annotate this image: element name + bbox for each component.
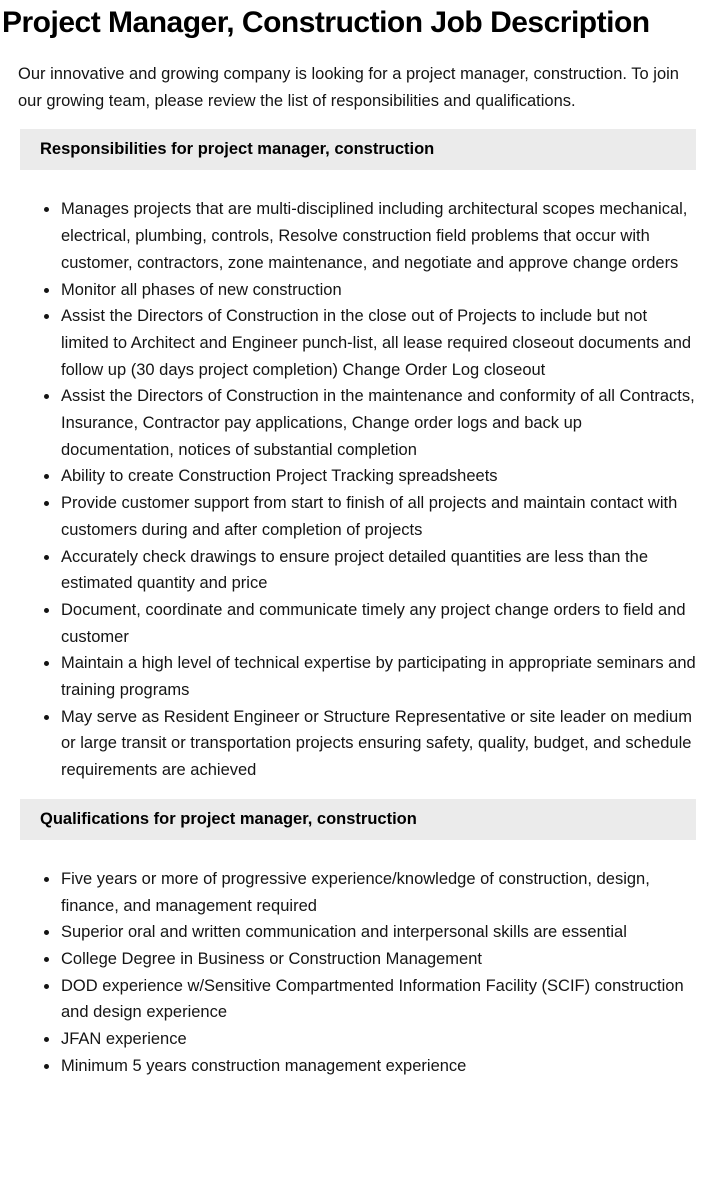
- list-item: • Monitor all phases of new construction: [60, 277, 696, 304]
- list-item: • Superior oral and written communication and interpersonal skills are essential: [60, 919, 696, 946]
- list-item: • DOD experience w/Sensitive Compartmented Information Facility (SCIF) construction and design experience: [60, 973, 696, 1026]
- list-item: • Accurately check drawings to ensure project detailed quantities are less than the estimated quantity and price: [60, 544, 696, 597]
- list-item: • May serve as Resident Engineer or Structure Representative or site leader on medium or large transit or transportation projects ensuring safety, quality, budget, and schedule requirements are achieved: [60, 704, 696, 784]
- list-item: • Maintain a high level of technical expertise by participating in appropriate seminars and training programs: [60, 650, 696, 703]
- list-item: • Document, coordinate and communicate timely any project change orders to field and customer: [60, 597, 696, 650]
- list-item: • Assist the Directors of Construction in the close out of Projects to include but not limited to Architect and Engineer punch-list, all lease required closeout documents and follow up (30 days project completion) Change Order Log closeout: [60, 303, 696, 383]
- list-item: • Minimum 5 years construction management experience: [60, 1053, 696, 1080]
- section-heading-responsibilities: Responsibilities for project manager, construction: [20, 129, 696, 170]
- list-item: • Provide customer support from start to finish of all projects and maintain contact with customers during and after completion of projects: [60, 490, 696, 543]
- section-heading-qualifications: Qualifications for project manager, construction: [20, 799, 696, 840]
- list-item: • College Degree in Business or Construction Management: [60, 946, 696, 973]
- intro-paragraph: Our innovative and growing company is looking for a project manager, construction. To join our growing team, please review the list of responsibilities and qualifications.: [18, 65, 679, 110]
- qualifications-list: [20, 866, 696, 1080]
- page-title: Project Manager, Construction Job Description: [2, 6, 650, 39]
- list-item: • Manages projects that are multi-disciplined including architectural scopes mechanical, electrical, plumbing, controls, Resolve construction field problems that occur with customer, contractors, zone maintenance, and negotiate and approve change orders: [60, 196, 696, 276]
- list-item: • Ability to create Construction Project Tracking spreadsheets: [60, 463, 696, 490]
- list-item: • JFAN experience: [60, 1026, 696, 1053]
- list-item: • Five years or more of progressive experience/knowledge of construction, design, finance, and management required: [60, 866, 696, 919]
- list-item: • Assist the Directors of Construction in the maintenance and conformity of all Contracts, Insurance, Contractor pay applications, Change order logs and back up documentation, notices of substantial completion: [60, 383, 696, 463]
- responsibilities-list: [20, 196, 696, 783]
